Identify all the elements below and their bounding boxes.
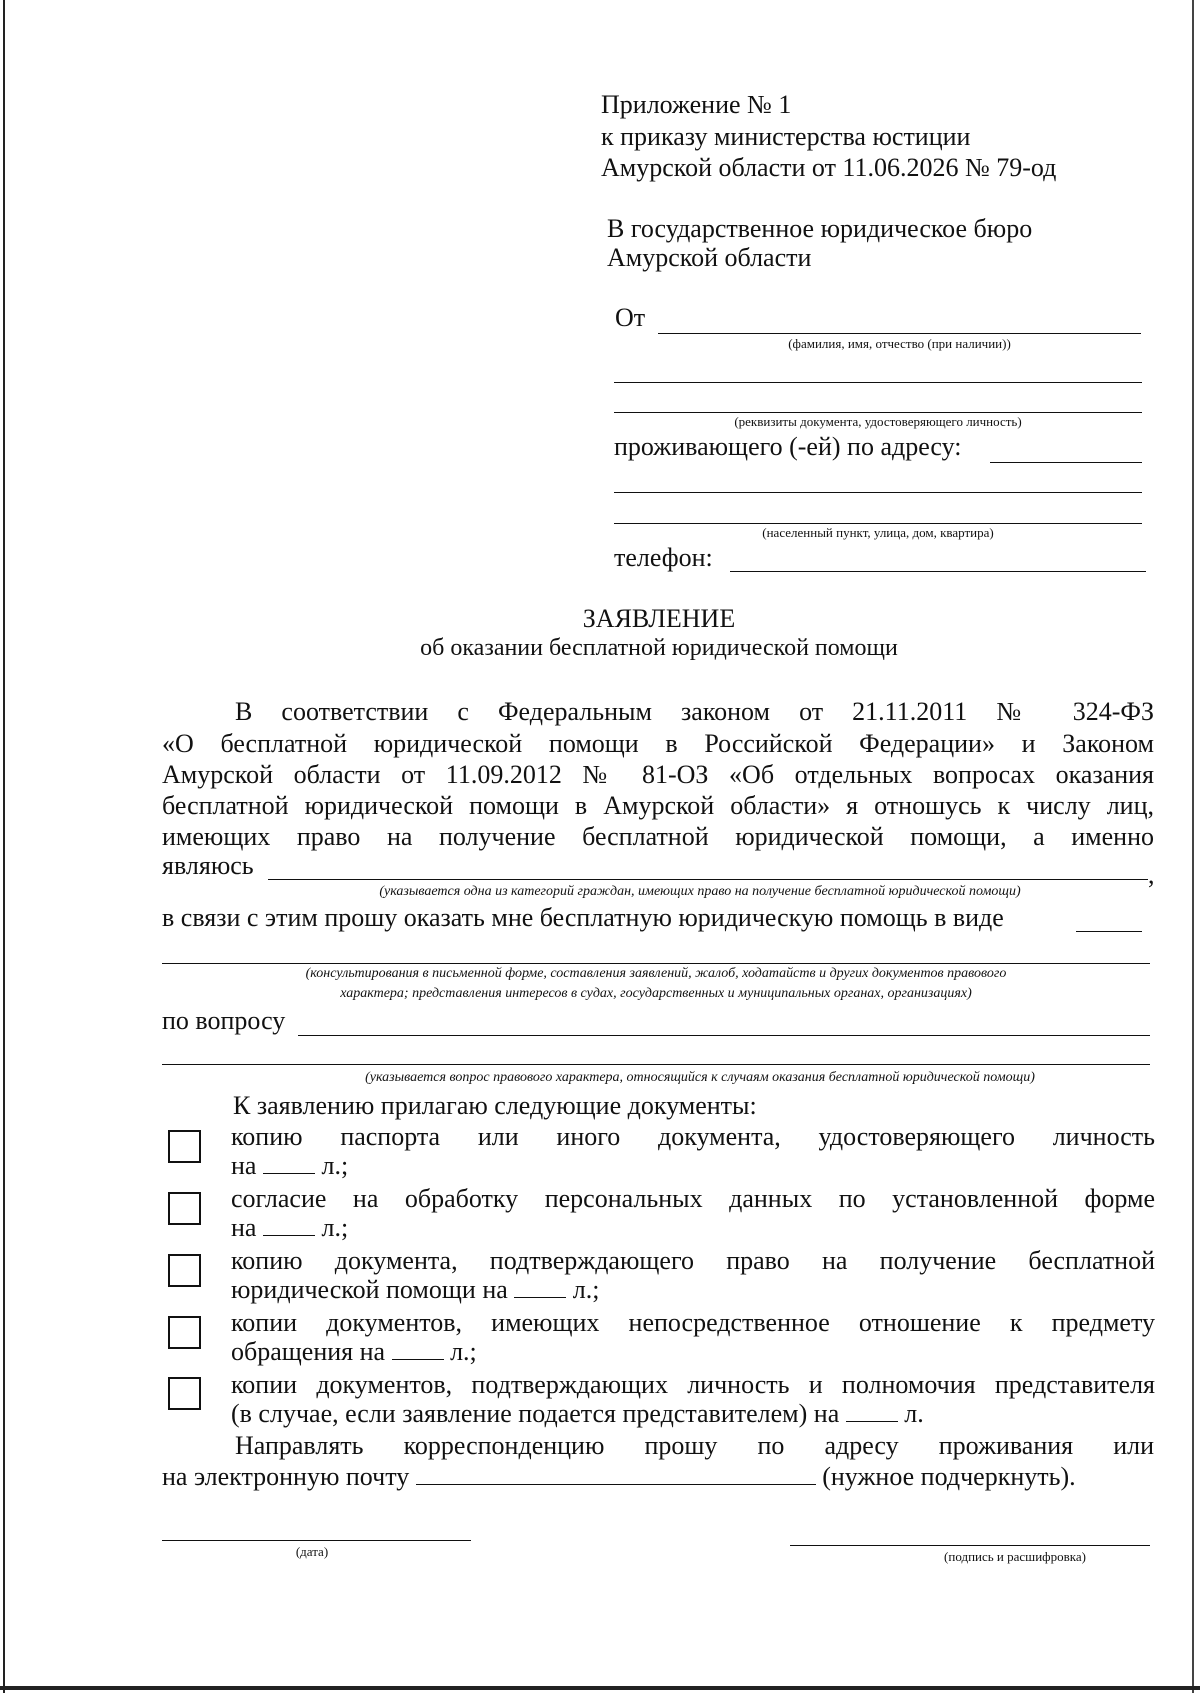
id-field-line[interactable]	[614, 412, 1142, 413]
attachment-consent-line-2	[231, 1213, 1155, 1242]
appendix-line-3: Амурской области от 11.06.2026 № 79-од	[601, 153, 1057, 182]
attachment-passport-line-1: копию паспорта или иного документа, удостоверяющего личность	[231, 1122, 1155, 1151]
appendix-line-2: к приказу министерства юстиции	[601, 122, 971, 151]
help-form-field-line[interactable]	[1076, 931, 1142, 932]
attachment-checkbox-passport[interactable]	[168, 1130, 201, 1163]
address-label: проживающего (-ей) по адресу:	[614, 432, 962, 461]
attachment-related-docs-suffix: л.;	[450, 1337, 477, 1366]
date-hint: (дата)	[295, 1544, 329, 1559]
from-label: От	[615, 303, 646, 332]
correspondence-email-label: на электронную почту	[162, 1462, 410, 1491]
correspondence-line-2	[162, 1462, 1076, 1491]
question-field-line[interactable]	[298, 1035, 1150, 1036]
address-field-line-2[interactable]	[614, 492, 1142, 493]
appendix-line-1: Приложение № 1	[601, 90, 792, 119]
attachment-right-proof-pages-field[interactable]	[514, 1275, 566, 1298]
document-title: ЗАЯВЛЕНИЕ	[582, 604, 736, 633]
attachment-related-docs-line-1: копии документов, имеющих непосредственное отношение к предмету	[231, 1308, 1155, 1337]
category-field-line[interactable]	[268, 879, 1148, 880]
request-line: в связи с этим прошу оказать мне бесплатную юридическую помощь в виде	[162, 903, 1004, 932]
signature-field-line[interactable]	[790, 1545, 1150, 1546]
paragraph-line-2: «О бесплатной юридической помощи в Российской Федерации» и Законом	[162, 729, 1154, 758]
signature-hint: (подпись и расшифровка)	[944, 1549, 1086, 1564]
help-form-hint-2: характера; представления интересов в судах, государственных и муниципальных органах, организациях)	[340, 986, 972, 1001]
attachment-passport-suffix: л.;	[321, 1151, 349, 1180]
attachment-representative-prefix: (в случае, если заявление подается представителем) на	[231, 1399, 840, 1428]
paragraph-line-3: Амурской области от 11.09.2012 № 81-ОЗ «Об отдельных вопросах оказания	[162, 760, 1154, 789]
attachment-checkbox-related-docs[interactable]	[168, 1316, 201, 1349]
attachment-checkbox-representative[interactable]	[168, 1377, 201, 1410]
attachments-intro: К заявлению прилагаю следующие документы:	[233, 1091, 757, 1120]
attachment-passport-prefix: на	[231, 1151, 257, 1180]
paragraph-line-1: В соответствии с Федеральным законом от 21.11.2011 № 324-ФЗ	[235, 697, 1154, 726]
page-edge-right	[1192, 0, 1194, 1693]
question-label: по вопросу	[162, 1006, 286, 1035]
paragraph-line-6: являюсь	[162, 851, 254, 880]
attachment-consent-line-1: согласие на обработку персональных данных по установленной форме	[231, 1184, 1155, 1213]
question-hint: (указывается вопрос правового характера, относящийся к случаям оказания бесплатной юридической помощи)	[365, 1070, 1035, 1085]
address-field-line-3[interactable]	[614, 523, 1142, 524]
attachment-related-docs-pages-field[interactable]	[392, 1337, 444, 1360]
correspondence-note: (нужное подчеркнуть).	[822, 1462, 1076, 1491]
page-edge-left	[3, 0, 5, 1693]
attachment-representative-line-2	[231, 1399, 1155, 1428]
attachment-checkbox-consent[interactable]	[168, 1192, 201, 1225]
attachment-passport-line-2	[231, 1151, 1155, 1180]
attachment-right-proof-line-2	[231, 1275, 1155, 1304]
fio-field-line[interactable]	[658, 333, 1141, 334]
phone-label: телефон:	[614, 543, 713, 572]
attachment-consent-suffix: л.;	[321, 1213, 349, 1242]
attachment-right-proof-prefix: юридической помощи на	[231, 1275, 508, 1304]
correspondence-line-1: Направлять корреспонденцию прошу по адресу проживания или	[235, 1431, 1154, 1460]
attachment-related-docs-line-2	[231, 1337, 1155, 1366]
document-subtitle: об оказании бесплатной юридической помощи	[420, 635, 898, 661]
phone-field-line[interactable]	[730, 571, 1146, 572]
attachment-passport-pages-field[interactable]	[263, 1151, 315, 1174]
email-field-line[interactable]	[416, 1462, 816, 1485]
attachment-representative-pages-field[interactable]	[846, 1399, 898, 1422]
paragraph-line-5: имеющих право на получение бесплатной юридической помощи, а именно	[162, 822, 1154, 851]
question-field-line-2[interactable]	[162, 1064, 1150, 1065]
attachment-consent-prefix: на	[231, 1213, 257, 1242]
fio-field-line-2[interactable]	[614, 382, 1142, 383]
category-comma: ,	[1148, 860, 1155, 889]
attachment-representative-line-1: копии документов, подтверждающих личность и полномочия представителя	[231, 1370, 1155, 1399]
fio-hint: (фамилия, имя, отчество (при наличии))	[788, 336, 1011, 351]
category-hint: (указывается одна из категорий граждан, имеющих право на получение бесплатной юридической помощи)	[379, 884, 1021, 899]
date-field-line[interactable]	[162, 1540, 471, 1541]
attachment-related-docs-prefix: обращения на	[231, 1337, 386, 1366]
addressee-line-1: В государственное юридическое бюро	[607, 214, 1033, 243]
addressee-line-2: Амурской области	[607, 243, 812, 272]
attachment-representative-suffix: л.	[904, 1399, 924, 1428]
attachment-right-proof-line-1: копию документа, подтверждающего право на получение бесплатной	[231, 1246, 1155, 1275]
paragraph-line-4: бесплатной юридической помощи в Амурской области» я отношусь к числу лиц,	[162, 791, 1154, 820]
help-form-field-line-2[interactable]	[162, 963, 1150, 964]
help-form-hint-1: (консультирования в письменной форме, составления заявлений, жалоб, ходатайств и других документов правового	[305, 966, 1007, 981]
attachment-right-proof-suffix: л.;	[572, 1275, 600, 1304]
address-hint: (населенный пункт, улица, дом, квартира)	[762, 525, 994, 540]
attachment-consent-pages-field[interactable]	[263, 1213, 315, 1236]
id-hint: (реквизиты документа, удостоверяющего личность)	[734, 414, 1022, 429]
page-edge-bottom	[0, 1686, 1200, 1690]
address-field-line[interactable]	[990, 462, 1142, 463]
attachment-checkbox-right-proof[interactable]	[168, 1254, 201, 1287]
